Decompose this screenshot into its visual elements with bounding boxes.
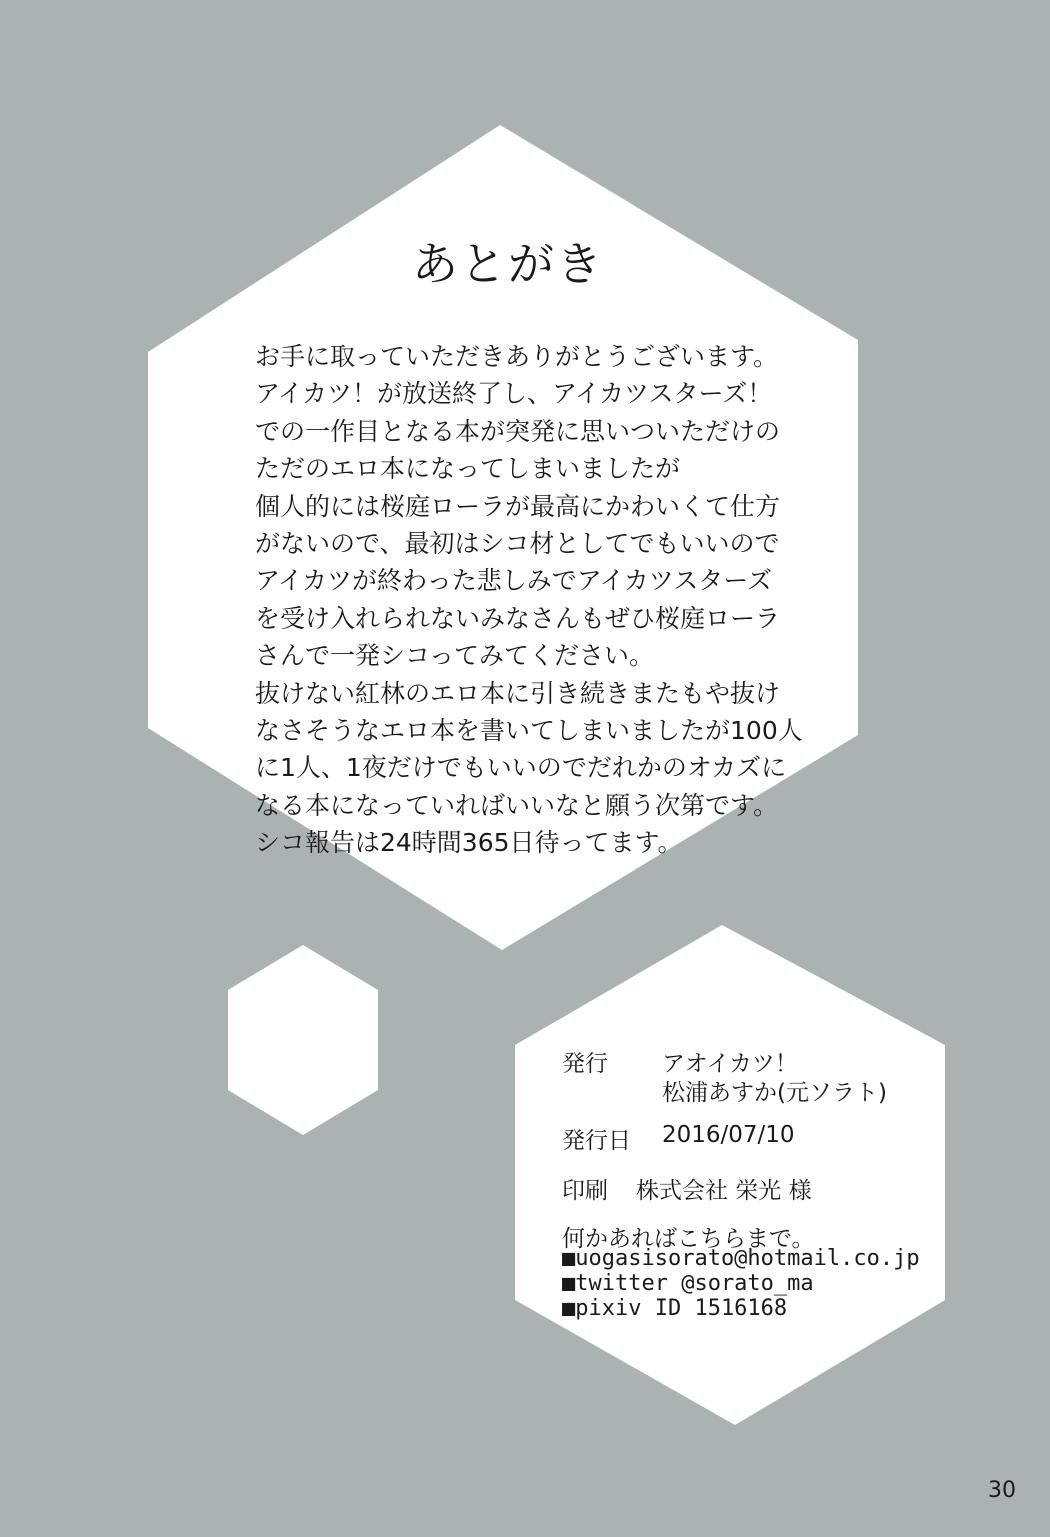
small-hexagon (228, 945, 378, 1135)
afterword-line: アイカツが終わった悲しみでアイカツスターズ (255, 566, 773, 596)
afterword-line: シコ報告は24時間365日待ってます。 (255, 828, 683, 858)
afterword-line: に1人、1夜だけでもいいのでだれかのオカズに (255, 753, 787, 783)
publisher-author: 松浦あすか(元ソラト) (662, 1080, 887, 1106)
afterword-line: お手に取っていただきありがとうございます。 (255, 342, 779, 371)
afterword-body (255, 338, 803, 861)
contact-pixiv: ■pixiv ID 1516168 (562, 1296, 788, 1321)
publisher-circle: アオイカツ！ (662, 1051, 798, 1077)
afterword-line: 抜けない紅林のエロ本に引き続きまたもや抜け (255, 678, 781, 708)
contact-heading: 何かあればこちらまで。 (562, 1226, 815, 1252)
afterword-line: を受け入れられないみなさんもぜひ桜庭ローラ (255, 603, 781, 633)
afterword-line: アイカツ！が放送終了し、アイカツスターズ！ (255, 379, 773, 409)
printer-name: 株式会社 栄光 様 (636, 1178, 812, 1204)
afterword-line: さんで一発シコってみてください。 (255, 641, 655, 671)
contact-email: ■uogasisorato@hotmail.co.jp (562, 1246, 920, 1271)
publish-date: 2016/07/10 (662, 1122, 795, 1148)
date-label: 発行日 (562, 1128, 631, 1154)
afterword-line: での一作目となる本が突発に思いついただけの (255, 416, 781, 446)
afterword-line: なる本になっていればいいなと願う次第です。 (255, 790, 779, 820)
afterword-line: なさそうなエロ本を書いてしまいましたが100人 (255, 715, 803, 745)
afterword-line: ただのエロ本になってしまいましたが (255, 454, 681, 484)
printer-label: 印刷 (562, 1178, 608, 1204)
publisher-label: 発行 (562, 1051, 608, 1077)
contact-twitter: ■twitter @sorato_ma (562, 1271, 814, 1296)
afterword-line: がないので、最初はシコ材としてでもいいので (255, 528, 780, 558)
afterword-title: あとがき (412, 237, 604, 291)
page-number: 30 (988, 1478, 1016, 1503)
afterword-line: 個人的には桜庭ローラが最高にかわいくて仕方 (255, 491, 781, 521)
